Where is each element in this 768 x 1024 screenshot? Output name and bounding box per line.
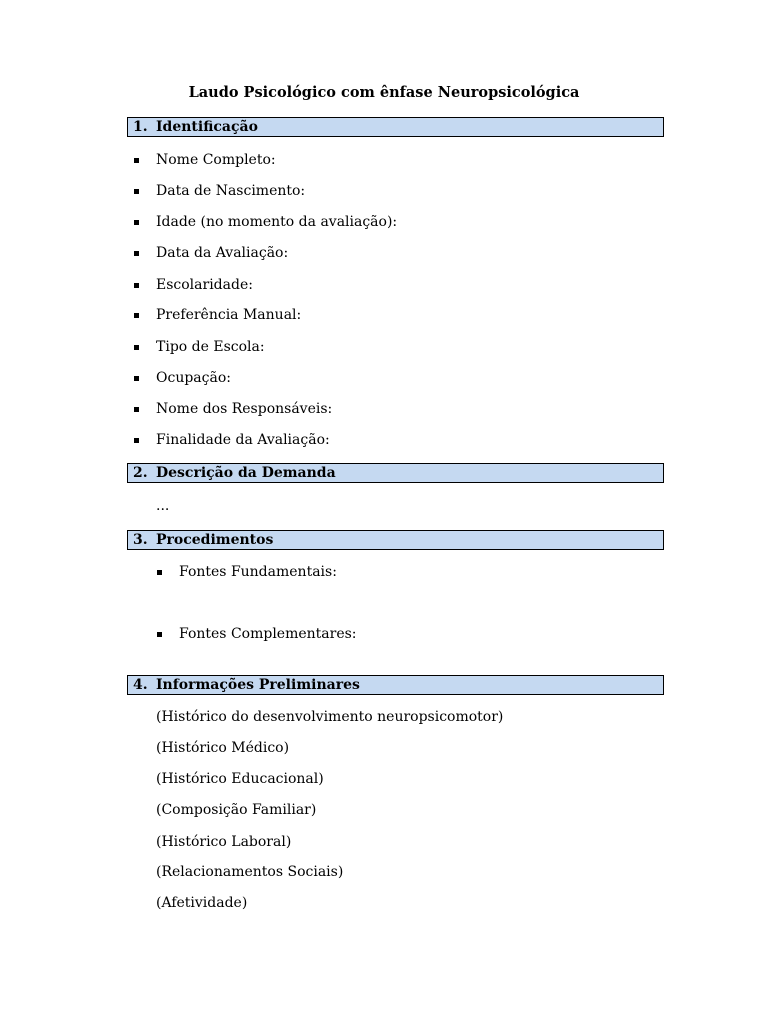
list-item: Nome dos Responsáveis: [156, 401, 333, 417]
bullet-icon [134, 189, 139, 194]
bullet-icon [157, 570, 162, 575]
section-label: Descrição da Demanda [156, 465, 336, 481]
section-number: 3. [133, 532, 148, 548]
bullet-icon [134, 407, 139, 412]
section-number: 2. [133, 465, 148, 481]
list-item: (Composição Familiar) [156, 802, 317, 818]
list-item: Fontes Fundamentais: [179, 564, 337, 580]
list-item: (Relacionamentos Sociais) [156, 864, 344, 880]
section-number: 1. [133, 119, 148, 135]
list-item: (Histórico do desenvolvimento neuropsicomotor) [156, 709, 504, 725]
list-item: Finalidade da Avaliação: [156, 432, 330, 448]
document-title: Laudo Psicológico com ênfase Neuropsicológica [188, 84, 580, 101]
section-label: Informações Preliminares [156, 677, 360, 693]
section-label: Procedimentos [156, 532, 274, 548]
list-item: Data da Avaliação: [156, 245, 289, 261]
list-item: Fontes Complementares: [179, 626, 357, 642]
bullet-icon [134, 438, 139, 443]
bullet-icon [134, 283, 139, 288]
section-number: 4. [133, 677, 148, 693]
list-item: (Histórico Médico) [156, 740, 290, 756]
list-item: (Histórico Educacional) [156, 771, 324, 787]
list-item: Tipo de Escola: [156, 339, 265, 355]
list-item: Escolaridade: [156, 277, 253, 293]
list-item: Ocupação: [156, 370, 231, 386]
bullet-icon [134, 345, 139, 350]
bullet-icon [134, 251, 139, 256]
list-item: Data de Nascimento: [156, 183, 306, 199]
list-item: (Afetividade) [156, 895, 248, 911]
section-heading-identificacao [127, 117, 664, 137]
demanda-text: ... [156, 498, 170, 514]
bullet-icon [134, 158, 139, 163]
list-item: Nome Completo: [156, 152, 276, 168]
section-heading-informacoes-preliminares [127, 675, 664, 695]
bullet-icon [157, 632, 162, 637]
section-heading-descricao-demanda [127, 463, 664, 483]
bullet-icon [134, 313, 139, 318]
bullet-icon [134, 376, 139, 381]
section-heading-procedimentos [127, 530, 664, 550]
list-item: (Histórico Laboral) [156, 834, 292, 850]
section-label: Identificação [156, 119, 258, 135]
bullet-icon [134, 220, 139, 225]
list-item: Idade (no momento da avaliação): [156, 214, 398, 230]
list-item: Preferência Manual: [156, 307, 302, 323]
